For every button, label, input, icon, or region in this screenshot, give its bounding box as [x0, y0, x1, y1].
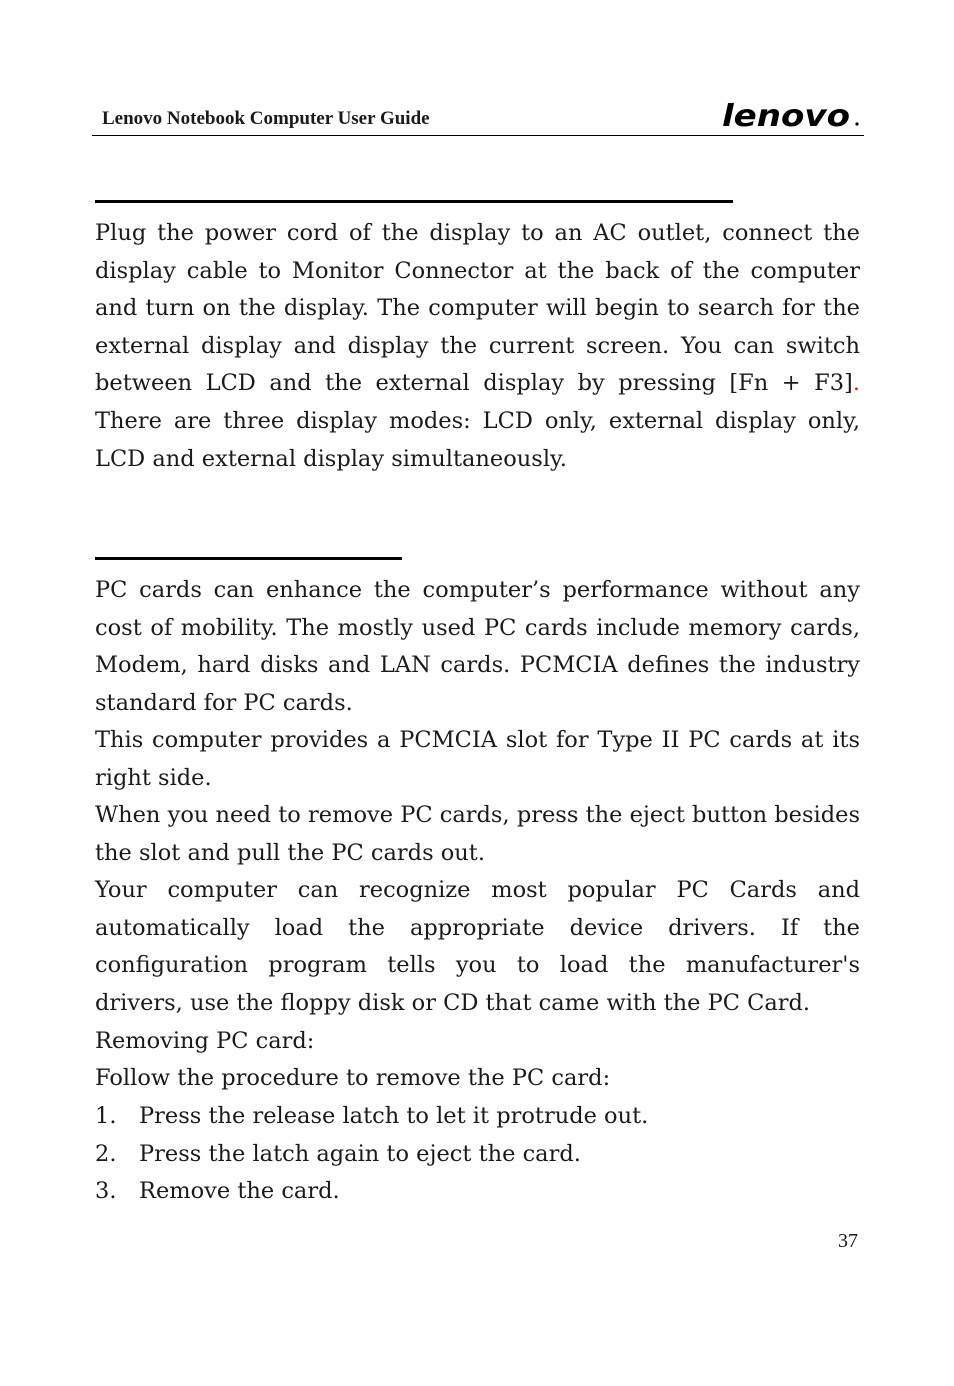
logo-text: lenovo: [722, 100, 850, 132]
pc-cards-paragraph-4: Your computer can recognize most popular PC Cards and automatically load the appropriate device drivers. If the configuration program tells you to load the manufacturer's drivers, use the floppy disk or CD that came with the PC Card.: [95, 877, 860, 1016]
pc-cards-paragraph-6: Follow the procedure to remove the PC card:: [95, 1065, 611, 1091]
header-title: Lenovo Notebook Computer User Guide: [102, 108, 430, 129]
red-period: .: [852, 370, 860, 397]
section-heading-rule: [95, 557, 402, 560]
section-heading-rule: [95, 200, 733, 203]
pc-cards-paragraph-5: Removing PC card:: [95, 1028, 315, 1054]
pc-cards-paragraph-1: PC cards can enhance the computer’s performance without any cost of mobility. The mostly used PC cards include memory cards, Modem, hard disks and LAN cards. PCMCIA defines the industry standard for PC cards.: [95, 577, 860, 716]
page-number: 37: [838, 1230, 858, 1252]
list-item: 1. Press the release latch to let it protrude out.: [95, 1103, 649, 1129]
external-display-paragraph: Plug the power cord of the display to an AC outlet, connect the display cable to Monitor Connector at the back of the computer and turn on the display. The computer will begin to search for the external display and display the current screen. You can switch between LCD and the external display by pressing [Fn + F3]. There are three display modes: LCD only, external display only, LCD and external display simultaneously.: [95, 220, 860, 472]
pc-cards-paragraph-2: This computer provides a PCMCIA slot for Type II PC cards at its right side.: [95, 727, 860, 791]
pc-cards-paragraph-3: When you need to remove PC cards, press the eject button besides the slot and pull the PC cards out.: [95, 802, 860, 866]
lenovo-logo: [722, 100, 862, 132]
list-item: 3. Remove the card.: [95, 1178, 340, 1205]
list-item: 2. Press the latch again to eject the card.: [95, 1140, 581, 1167]
header-rule: [92, 135, 864, 136]
remove-steps-list: [95, 1098, 860, 1211]
